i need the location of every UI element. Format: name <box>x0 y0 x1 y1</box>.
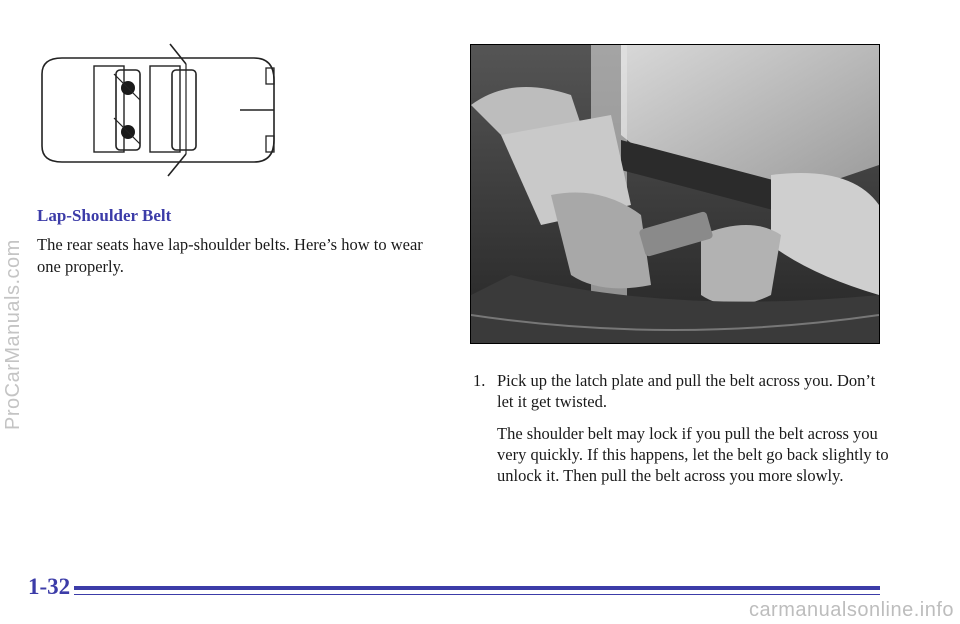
footer-rule <box>74 586 880 590</box>
step-paragraph: The shoulder belt may lock if you pull the belt across you very quickly. If this happens, let the belt go back slightly to unlock it. Then pull the belt across you more slowly. <box>497 424 889 485</box>
footer-rule-thin <box>74 594 880 595</box>
buckling-seat-belt-photo-icon <box>470 44 880 344</box>
step-body <box>497 370 893 497</box>
section-heading: Lap-Shoulder Belt <box>37 206 172 225</box>
bottom-watermark: carmanualsonline.info <box>748 599 954 621</box>
step-paragraph: Pick up the latch plate and pull the belt across you. Don’t let it get twisted. <box>497 371 876 411</box>
step-item <box>473 370 893 497</box>
page-number: 1-32 <box>28 574 71 599</box>
step-number: 1. <box>473 371 486 390</box>
side-watermark: ProCarManuals.com <box>2 239 24 430</box>
intro-paragraph: The rear seats have lap-shoulder belts. Here’s how to wear one properly. <box>37 235 423 276</box>
car-seat-position-diagram-icon <box>28 40 290 180</box>
instruction-steps <box>473 370 893 497</box>
